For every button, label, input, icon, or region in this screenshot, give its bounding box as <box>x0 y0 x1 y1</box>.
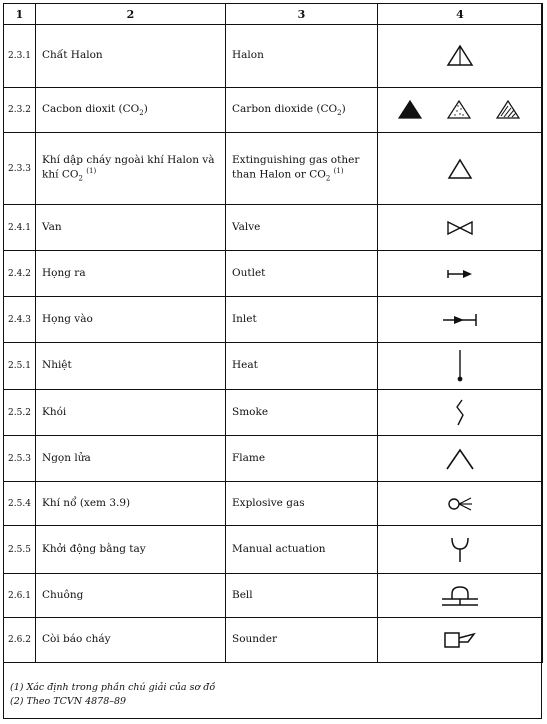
row-vn-term: Khí nổ (xem 3.9) <box>36 482 226 526</box>
co2-triangles-icon <box>395 98 525 122</box>
vn-text: Cacbon dioxit (CO <box>42 102 140 115</box>
row-code: 2.3.1 <box>4 25 36 88</box>
valve-icon <box>445 220 475 236</box>
en-text: Extinguishing gas other than Halon or CO <box>232 153 360 181</box>
row-code: 2.3.2 <box>4 88 36 133</box>
row-vn-term: Chuông <box>36 574 226 618</box>
row-code: 2.6.2 <box>4 618 36 663</box>
row-vn-term: Khởi động bằng tay <box>36 526 226 574</box>
flame-chevron-icon <box>443 445 477 473</box>
table-row <box>4 618 543 663</box>
header-col-3: 3 <box>226 4 378 25</box>
row-en-term <box>226 133 378 205</box>
row-vn-term: Nhiệt <box>36 343 226 390</box>
table-row <box>4 205 543 251</box>
vn-subscript: 2 <box>139 108 144 117</box>
row-symbol <box>378 436 543 482</box>
footnote-1: (1) Xác định trong phần chú giải của sơ đồ <box>10 682 216 693</box>
row-en-term: Bell <box>226 574 378 618</box>
row-symbol <box>378 526 543 574</box>
open-triangle-icon <box>445 157 475 181</box>
explosive-gas-icon <box>445 495 475 513</box>
table-row <box>4 133 543 205</box>
table-row <box>4 88 543 133</box>
symbol-table <box>3 3 543 663</box>
row-symbol <box>378 133 543 205</box>
sounder-icon <box>442 629 478 651</box>
footnote-2: (2) Theo TCVN 4878–89 <box>10 696 127 707</box>
table-row <box>4 390 543 436</box>
vn-footnote-ref: (1) <box>86 166 97 175</box>
footnotes <box>10 681 215 709</box>
en-footnote-ref: (1) <box>333 166 344 175</box>
row-vn-term <box>36 133 226 205</box>
row-symbol <box>378 343 543 390</box>
row-vn-term: Còi báo cháy <box>36 618 226 663</box>
table-row <box>4 251 543 297</box>
row-en-term: Explosive gas <box>226 482 378 526</box>
row-en-term <box>226 88 378 133</box>
header-col-4: 4 <box>378 4 543 25</box>
header-row <box>4 4 543 25</box>
row-code: 2.6.1 <box>4 574 36 618</box>
table-row <box>4 297 543 343</box>
row-code: 2.5.1 <box>4 343 36 390</box>
row-symbol <box>378 618 543 663</box>
manual-actuation-icon <box>448 535 472 565</box>
table-row <box>4 25 543 88</box>
en-text-end: ) <box>341 102 346 115</box>
row-en-term: Halon <box>226 25 378 88</box>
row-symbol <box>378 297 543 343</box>
row-code: 2.4.3 <box>4 297 36 343</box>
row-symbol <box>378 25 543 88</box>
row-vn-term: Khói <box>36 390 226 436</box>
bell-icon <box>438 584 482 608</box>
row-vn-term: Chất Halon <box>36 25 226 88</box>
row-symbol <box>378 574 543 618</box>
table-row <box>4 436 543 482</box>
outlet-arrow-icon <box>445 267 475 281</box>
en-text: Carbon dioxide (CO <box>232 102 338 115</box>
en-subscript: 2 <box>325 174 331 183</box>
vn-text: Khí dập cháy ngoài khí Halon và khí CO <box>42 153 215 181</box>
row-symbol <box>378 390 543 436</box>
inlet-arrow-icon <box>440 312 480 328</box>
row-symbol <box>378 482 543 526</box>
halon-triangle-icon <box>445 43 475 69</box>
row-code: 2.5.5 <box>4 526 36 574</box>
row-en-term: Flame <box>226 436 378 482</box>
row-vn-term <box>36 88 226 133</box>
row-vn-term: Ngọn lửa <box>36 436 226 482</box>
row-en-term: Heat <box>226 343 378 390</box>
row-code: 2.5.3 <box>4 436 36 482</box>
vn-subscript: 2 <box>78 174 83 183</box>
row-code: 2.3.3 <box>4 133 36 205</box>
table-row <box>4 482 543 526</box>
row-code: 2.5.2 <box>4 390 36 436</box>
row-vn-term: Họng vào <box>36 297 226 343</box>
row-en-term: Outlet <box>226 251 378 297</box>
row-en-term: Inlet <box>226 297 378 343</box>
header-col-2: 2 <box>36 4 226 25</box>
row-symbol <box>378 251 543 297</box>
row-symbol <box>378 88 543 133</box>
vn-text-end: ) <box>143 102 148 115</box>
row-en-term: Valve <box>226 205 378 251</box>
row-en-term: Manual actuation <box>226 526 378 574</box>
row-en-term: Smoke <box>226 390 378 436</box>
smoke-wave-icon <box>452 398 468 428</box>
row-vn-term: Van <box>36 205 226 251</box>
en-subscript: 2 <box>337 108 342 117</box>
heat-sensor-icon <box>454 348 466 384</box>
table-row <box>4 526 543 574</box>
row-code: 2.4.2 <box>4 251 36 297</box>
row-symbol <box>378 205 543 251</box>
table-row <box>4 574 543 618</box>
header-col-1: 1 <box>4 4 36 25</box>
row-code: 2.5.4 <box>4 482 36 526</box>
row-en-term: Sounder <box>226 618 378 663</box>
table-row <box>4 343 543 390</box>
row-vn-term: Họng ra <box>36 251 226 297</box>
row-code: 2.4.1 <box>4 205 36 251</box>
